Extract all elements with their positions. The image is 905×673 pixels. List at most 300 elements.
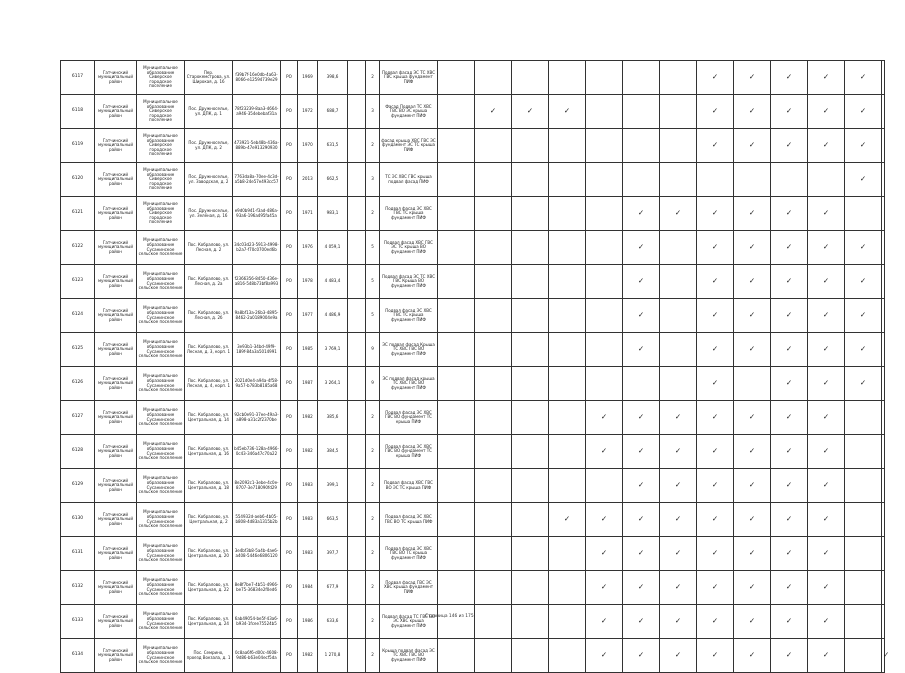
empty-mark-cell — [623, 129, 660, 163]
checkmark-icon: ✓ — [660, 435, 697, 469]
blank-cell — [348, 605, 366, 639]
blank-cell — [348, 333, 366, 367]
checkmark-icon: ✓ — [586, 503, 623, 537]
district-cell: Гатчинский муниципальный район — [95, 197, 137, 231]
house-code-cell: 92cb0e91-37ee-49a3-a898-a31c2f2370be — [233, 401, 281, 435]
floors-cell: 2 — [366, 401, 380, 435]
wall-material-cell: РО — [281, 639, 298, 673]
wall-material-cell: РО — [281, 367, 298, 401]
empty-mark-cell — [549, 265, 586, 299]
checkmark-icon: ✓ — [771, 605, 808, 639]
blank-cell — [348, 265, 366, 299]
empty-mark-cell — [512, 605, 549, 639]
municipality-cell: Муниципальное образование Сиверское городское поселение — [137, 197, 185, 231]
empty-mark-cell — [882, 469, 885, 503]
municipality-cell: Муниципальное образование Сусанинское сельское поселение — [137, 401, 185, 435]
checkmark-icon: ✓ — [697, 299, 734, 333]
checkmark-icon: ✓ — [808, 503, 845, 537]
empty-mark-cell — [845, 469, 882, 503]
floors-cell: 5 — [366, 265, 380, 299]
empty-mark-cell — [882, 503, 885, 537]
works-list-cell: Подвал фасад ЭС ХВС ГВС ВО ТС крыша ПИФ — [380, 503, 438, 537]
build-year-cell: 2013 — [298, 163, 318, 197]
empty-mark-cell — [512, 61, 549, 95]
row-number: 6120 — [61, 163, 95, 197]
empty-mark-cell — [475, 605, 512, 639]
municipality-cell: Муниципальное образование Сусанинское сельское поселение — [137, 605, 185, 639]
house-code-cell: f2366356-8450-436e-a816-548b73bf8a993 — [233, 265, 281, 299]
works-list-cell: Подвал фасад ЭС ХВС ГВС ВО фундамент ТС крыша ПИФ — [380, 435, 438, 469]
area-cell: 688,7 — [318, 95, 348, 129]
checkmark-icon: ✓ — [771, 367, 808, 401]
table-row — [61, 571, 885, 605]
house-code-cell: 0c8aa6f6-d00c-4608-9d86-b63e04ecf5da — [233, 639, 281, 673]
works-list-cell: ТС ЭС ХВС ГВС крыша подвал фасад ПИФ — [380, 163, 438, 197]
row-number: 6121 — [61, 197, 95, 231]
empty-mark-cell — [475, 163, 512, 197]
municipality-cell: Муниципальное образование Сусанинское сельское поселение — [137, 231, 185, 265]
checkmark-icon: ✓ — [586, 435, 623, 469]
empty-mark-cell — [549, 163, 586, 197]
area-cell: 385,6 — [318, 401, 348, 435]
empty-mark-cell — [586, 163, 623, 197]
empty-mark-cell — [475, 265, 512, 299]
checkmark-icon: ✓ — [586, 571, 623, 605]
build-year-cell: 1970 — [298, 129, 318, 163]
empty-mark-cell — [475, 571, 512, 605]
empty-mark-cell — [882, 605, 885, 639]
checkmark-icon: ✓ — [734, 503, 771, 537]
area-cell: 677,9 — [318, 571, 348, 605]
checkmark-icon: ✓ — [475, 95, 512, 129]
floors-cell: 5 — [366, 299, 380, 333]
floors-cell: 2 — [366, 605, 380, 639]
checkmark-icon: ✓ — [734, 299, 771, 333]
area-cell: 4 059,1 — [318, 231, 348, 265]
checkmark-icon: ✓ — [697, 265, 734, 299]
wall-material-cell: РО — [281, 435, 298, 469]
row-number: 6117 — [61, 61, 95, 95]
checkmark-icon: ✓ — [734, 197, 771, 231]
house-code-cell: b45eb736-128a-4966-0c43-346a47c70a22 — [233, 435, 281, 469]
empty-mark-cell — [438, 129, 475, 163]
wall-material-cell: РО — [281, 61, 298, 95]
empty-mark-cell — [882, 367, 885, 401]
checkmark-icon: ✓ — [623, 639, 660, 673]
table-row — [61, 401, 885, 435]
empty-mark-cell — [475, 61, 512, 95]
wall-material-cell: РО — [281, 231, 298, 265]
checkmark-icon: ✓ — [771, 639, 808, 673]
empty-mark-cell — [882, 401, 885, 435]
table-row — [61, 639, 885, 673]
wall-material-cell: РО — [281, 401, 298, 435]
empty-mark-cell — [882, 537, 885, 571]
address-cell: Пос. Дружноселье, ул. ДПК, д. 1 — [185, 95, 233, 129]
house-code-cell: 34c03d23-5913-4998-b2a7-f70c0700ed6b — [233, 231, 281, 265]
checkmark-icon: ✓ — [623, 537, 660, 571]
floors-cell: 2 — [366, 537, 380, 571]
wall-material-cell: РО — [281, 469, 298, 503]
blank-cell — [348, 61, 366, 95]
table-row — [61, 231, 885, 265]
empty-mark-cell — [512, 469, 549, 503]
checkmark-icon: ✓ — [808, 197, 845, 231]
checkmark-icon: ✓ — [808, 61, 845, 95]
address-cell: Пос. Кобралово, ул. Лесная, д. 2а — [185, 265, 233, 299]
empty-mark-cell — [438, 639, 475, 673]
floors-cell: 3 — [366, 95, 380, 129]
checkmark-icon: ✓ — [734, 129, 771, 163]
district-cell: Гатчинский муниципальный район — [95, 639, 137, 673]
blank-cell — [348, 537, 366, 571]
build-year-cell: 1976 — [298, 231, 318, 265]
works-list-cell: Подвал фасад ЭС ТС ХВС ГВС Крыша ВО фундамент ПИФ — [380, 265, 438, 299]
checkmark-icon: ✓ — [845, 333, 882, 367]
works-list-cell: Подвал фасад ГВС ЭС ХВС крыша фундамент ПИФ — [380, 571, 438, 605]
address-cell: Пос. Кобралово, ул. Центральная, д. 16 — [185, 435, 233, 469]
checkmark-icon: ✓ — [734, 537, 771, 571]
build-year-cell: 1983 — [298, 469, 318, 503]
address-cell: Пер. Старокемстрова, ул. Широкая, д. 16 — [185, 61, 233, 95]
blank-cell — [348, 435, 366, 469]
empty-mark-cell — [734, 367, 771, 401]
district-cell: Гатчинский муниципальный район — [95, 61, 137, 95]
checkmark-icon: ✓ — [623, 469, 660, 503]
floors-cell: 3 — [366, 163, 380, 197]
area-cell: 384,5 — [318, 435, 348, 469]
checkmark-icon: ✓ — [697, 401, 734, 435]
blank-cell — [348, 571, 366, 605]
checkmark-icon: ✓ — [808, 129, 845, 163]
empty-mark-cell — [549, 537, 586, 571]
build-year-cell: 1982 — [298, 435, 318, 469]
checkmark-icon: ✓ — [808, 401, 845, 435]
build-year-cell: 1982 — [298, 401, 318, 435]
checkmark-icon: ✓ — [771, 95, 808, 129]
empty-mark-cell — [586, 367, 623, 401]
empty-mark-cell — [512, 163, 549, 197]
municipality-cell: Муниципальное образование Сиверское городское поселение — [137, 95, 185, 129]
address-cell: Пос. Кобралово, ул. Лесная, д. 2 — [185, 231, 233, 265]
empty-mark-cell — [512, 537, 549, 571]
house-code-cell: 3e4bf3b8-5a4b-4ae6-a408-5446e6806120 — [233, 537, 281, 571]
empty-mark-cell — [660, 129, 697, 163]
empty-mark-cell — [438, 333, 475, 367]
table-row — [61, 469, 885, 503]
checkmark-icon: ✓ — [660, 537, 697, 571]
empty-mark-cell — [660, 367, 697, 401]
empty-mark-cell — [771, 163, 808, 197]
area-cell: 3 264,1 — [318, 367, 348, 401]
address-cell: Пос. Кобралово, ул. Центральная, д. 24 — [185, 605, 233, 639]
checkmark-icon: ✓ — [734, 401, 771, 435]
district-cell: Гатчинский муниципальный район — [95, 95, 137, 129]
empty-mark-cell — [660, 333, 697, 367]
district-cell: Гатчинский муниципальный район — [95, 605, 137, 639]
wall-material-cell: РО — [281, 571, 298, 605]
municipality-cell: Муниципальное образование Сусанинское сельское поселение — [137, 299, 185, 333]
build-year-cell: 1978 — [298, 265, 318, 299]
empty-mark-cell — [845, 537, 882, 571]
empty-mark-cell — [660, 163, 697, 197]
works-list-cell: Подвал фасад ЭС ХВС ГВС ВО фундамент ТС крыша ПИФ — [380, 401, 438, 435]
row-number: 6129 — [61, 469, 95, 503]
empty-mark-cell — [438, 469, 475, 503]
empty-mark-cell — [438, 231, 475, 265]
empty-mark-cell — [734, 163, 771, 197]
checkmark-icon: ✓ — [586, 537, 623, 571]
checkmark-icon: ✓ — [697, 639, 734, 673]
empty-mark-cell — [882, 61, 885, 95]
empty-mark-cell — [512, 299, 549, 333]
floors-cell: 2 — [366, 61, 380, 95]
works-list-cell: Подвал фасад ЭС ХВС ГВС ВО ТС крыша фундамент ПИФ — [380, 537, 438, 571]
empty-mark-cell — [549, 401, 586, 435]
checkmark-icon: ✓ — [697, 503, 734, 537]
checkmark-icon: ✓ — [808, 537, 845, 571]
empty-mark-cell — [438, 197, 475, 231]
checkmark-icon: ✓ — [660, 401, 697, 435]
checkmark-icon: ✓ — [697, 333, 734, 367]
municipality-cell: Муниципальное образование Сусанинское сельское поселение — [137, 537, 185, 571]
empty-mark-cell — [475, 231, 512, 265]
checkmark-icon: ✓ — [845, 299, 882, 333]
empty-mark-cell — [512, 231, 549, 265]
empty-mark-cell — [845, 571, 882, 605]
checkmark-icon: ✓ — [697, 605, 734, 639]
house-code-cell: 78f23239-8aa3-4664-a946-354ebebaf31a — [233, 95, 281, 129]
empty-mark-cell — [512, 503, 549, 537]
works-list-cell: Подвал фасад ЭС ТС ХВС ГВС крыша фундамент ПИФ — [380, 61, 438, 95]
table-row — [61, 333, 885, 367]
district-cell: Гатчинский муниципальный район — [95, 299, 137, 333]
blank-cell — [348, 197, 366, 231]
address-cell: Пос. Кобралово, ул. Лесная, д. 4, корп. 1 — [185, 367, 233, 401]
empty-mark-cell — [882, 435, 885, 469]
wall-material-cell: РО — [281, 95, 298, 129]
address-cell: Пос. Кобралово, ул. Центральная, д. 14 — [185, 401, 233, 435]
checkmark-icon: ✓ — [623, 333, 660, 367]
build-year-cell: 1985 — [298, 333, 318, 367]
empty-mark-cell — [660, 231, 697, 265]
checkmark-icon: ✓ — [845, 265, 882, 299]
municipality-cell: Муниципальное образование Сиверское городское поселение — [137, 163, 185, 197]
wall-material-cell: РО — [281, 265, 298, 299]
build-year-cell: 1983 — [298, 503, 318, 537]
checkmark-icon: ✓ — [734, 469, 771, 503]
checkmark-icon: ✓ — [586, 639, 623, 673]
municipality-cell: Муниципальное образование Сусанинское сельское поселение — [137, 503, 185, 537]
address-cell: Пос. Кобралово, ул. Центральная, д. 18 — [185, 469, 233, 503]
blank-cell — [348, 129, 366, 163]
wall-material-cell: РО — [281, 129, 298, 163]
checkmark-icon: ✓ — [771, 129, 808, 163]
empty-mark-cell — [549, 197, 586, 231]
empty-mark-cell — [438, 503, 475, 537]
empty-mark-cell — [549, 605, 586, 639]
row-number: 6124 — [61, 299, 95, 333]
empty-mark-cell — [882, 231, 885, 265]
empty-mark-cell — [623, 367, 660, 401]
checkmark-icon: ✓ — [808, 435, 845, 469]
municipality-cell: Муниципальное образование Сусанинское сельское поселение — [137, 435, 185, 469]
area-cell: 631,5 — [318, 129, 348, 163]
checkmark-icon: ✓ — [808, 469, 845, 503]
checkmark-icon: ✓ — [808, 333, 845, 367]
district-cell: Гатчинский муниципальный район — [95, 333, 137, 367]
row-number: 6133 — [61, 605, 95, 639]
checkmark-icon: ✓ — [771, 197, 808, 231]
checkmark-icon: ✓ — [623, 503, 660, 537]
empty-mark-cell — [623, 163, 660, 197]
empty-mark-cell — [586, 299, 623, 333]
empty-mark-cell — [549, 571, 586, 605]
empty-mark-cell — [660, 299, 697, 333]
floors-cell: 9 — [366, 333, 380, 367]
district-cell: Гатчинский муниципальный район — [95, 265, 137, 299]
checkmark-icon: ✓ — [808, 367, 845, 401]
empty-mark-cell — [660, 265, 697, 299]
floors-cell: 5 — [366, 231, 380, 265]
works-list-cell: Подвал фасад ЭС ХВС ГВС ТС крыша фундамент ПИФ — [380, 197, 438, 231]
empty-mark-cell — [549, 231, 586, 265]
checkmark-icon: ✓ — [697, 469, 734, 503]
municipality-cell: Муниципальное образование Сусанинское сельское поселение — [137, 333, 185, 367]
house-code-cell: 6ab49054-be5f-43a6-b934-1fcee75524b5 — [233, 605, 281, 639]
empty-mark-cell — [623, 61, 660, 95]
blank-cell — [348, 469, 366, 503]
address-cell: Пос. Дружноселье, ул. Заводская, д. 2 — [185, 163, 233, 197]
checkmark-icon: ✓ — [586, 401, 623, 435]
floors-cell: 2 — [366, 503, 380, 537]
empty-mark-cell — [549, 61, 586, 95]
empty-mark-cell — [475, 639, 512, 673]
table-row — [61, 435, 885, 469]
empty-mark-cell — [845, 401, 882, 435]
empty-mark-cell — [438, 605, 475, 639]
build-year-cell: 1971 — [298, 197, 318, 231]
house-code-cell: 554932d-aeb6-4b05-b808-4d83a1315b2b — [233, 503, 281, 537]
empty-mark-cell — [475, 129, 512, 163]
checkmark-icon: ✓ — [771, 61, 808, 95]
municipality-cell: Муниципальное образование Сусанинское сельское поселение — [137, 571, 185, 605]
empty-mark-cell — [586, 61, 623, 95]
empty-mark-cell — [882, 571, 885, 605]
blank-cell — [348, 367, 366, 401]
empty-mark-cell — [549, 639, 586, 673]
checkmark-icon: ✓ — [845, 231, 882, 265]
works-list-cell: ЭС подвал фасад крыша ТС ХВС ГВС ВО фундамент ПИФ — [380, 367, 438, 401]
empty-mark-cell — [586, 197, 623, 231]
district-cell: Гатчинский муниципальный район — [95, 129, 137, 163]
checkmark-icon: ✓ — [808, 231, 845, 265]
empty-mark-cell — [438, 299, 475, 333]
checkmark-icon: ✓ — [734, 265, 771, 299]
blank-cell — [348, 299, 366, 333]
checkmark-icon: ✓ — [549, 503, 586, 537]
empty-mark-cell — [512, 639, 549, 673]
district-cell: Гатчинский муниципальный район — [95, 537, 137, 571]
municipality-cell: Муниципальное образование Сиверское городское поселение — [137, 61, 185, 95]
empty-mark-cell — [549, 469, 586, 503]
empty-mark-cell — [475, 435, 512, 469]
address-cell: Пос. Кобралово, ул. Лесная, д. 2б — [185, 299, 233, 333]
checkmark-icon: ✓ — [623, 265, 660, 299]
empty-mark-cell — [882, 299, 885, 333]
empty-mark-cell — [438, 367, 475, 401]
floors-cell: 2 — [366, 197, 380, 231]
table-row — [61, 605, 885, 639]
empty-mark-cell — [882, 197, 885, 231]
house-code-cell: 3e93b1-34bd-49f9-189f-84a3a5014991 — [233, 333, 281, 367]
works-list-cell: Фасад Подвал ТС ХВС ГВС ВО ЭС крыша фундамент ПИФ — [380, 95, 438, 129]
checkmark-icon: ✓ — [808, 265, 845, 299]
house-code-cell: 9a8bf13a-26b3-4895-8462-2a0189004e9a — [233, 299, 281, 333]
checkmark-icon: ✓ — [771, 333, 808, 367]
wall-material-cell: РО — [281, 503, 298, 537]
checkmark-icon: ✓ — [771, 401, 808, 435]
blank-cell — [348, 503, 366, 537]
build-year-cell: 1984 — [298, 571, 318, 605]
checkmark-icon: ✓ — [808, 639, 845, 673]
empty-mark-cell — [586, 469, 623, 503]
district-cell: Гатчинский муниципальный район — [95, 503, 137, 537]
empty-mark-cell — [512, 197, 549, 231]
empty-mark-cell — [845, 605, 882, 639]
empty-mark-cell — [549, 367, 586, 401]
row-number: 6132 — [61, 571, 95, 605]
empty-mark-cell — [882, 265, 885, 299]
empty-mark-cell — [438, 435, 475, 469]
row-number: 6126 — [61, 367, 95, 401]
table-row — [61, 299, 885, 333]
checkmark-icon: ✓ — [697, 571, 734, 605]
table-row — [61, 265, 885, 299]
works-list-cell: ЭС подвал фасад Крыша ТС ХВС ГВС ВО фундамент ПИФ — [380, 333, 438, 367]
checkmark-icon: ✓ — [734, 605, 771, 639]
empty-mark-cell — [438, 571, 475, 605]
checkmark-icon: ✓ — [734, 571, 771, 605]
table-row — [61, 61, 885, 95]
checkmark-icon: ✓ — [882, 639, 885, 673]
empty-mark-cell — [512, 265, 549, 299]
area-cell: 3 769,1 — [318, 333, 348, 367]
area-cell: 397,7 — [318, 537, 348, 571]
empty-mark-cell — [549, 435, 586, 469]
empty-mark-cell — [475, 469, 512, 503]
district-cell: Гатчинский муниципальный район — [95, 435, 137, 469]
works-list-cell: Подвал фасад ТС ГВС ВО ЭС ХВС крыша фундамент ПИФ — [380, 605, 438, 639]
checkmark-icon: ✓ — [734, 61, 771, 95]
blank-cell — [348, 401, 366, 435]
municipality-cell: Муниципальное образование Сусанинское сельское поселение — [137, 367, 185, 401]
address-cell: Пос. Кобралово, ул. Лесная, д. 3, корп. 1 — [185, 333, 233, 367]
checkmark-icon: ✓ — [697, 435, 734, 469]
wall-material-cell: РО — [281, 299, 298, 333]
checkmark-icon: ✓ — [734, 231, 771, 265]
empty-mark-cell — [549, 129, 586, 163]
empty-mark-cell — [845, 503, 882, 537]
house-code-cell: 8e8f7be7-4b51-4966-be75-36834e2f0ed6 — [233, 571, 281, 605]
empty-mark-cell — [475, 503, 512, 537]
table-row — [61, 197, 885, 231]
empty-mark-cell — [512, 129, 549, 163]
row-number: 6127 — [61, 401, 95, 435]
checkmark-icon: ✓ — [771, 503, 808, 537]
empty-mark-cell — [586, 265, 623, 299]
address-cell: Пос. Кобралово, ул. Центральная, д. 22 — [185, 571, 233, 605]
